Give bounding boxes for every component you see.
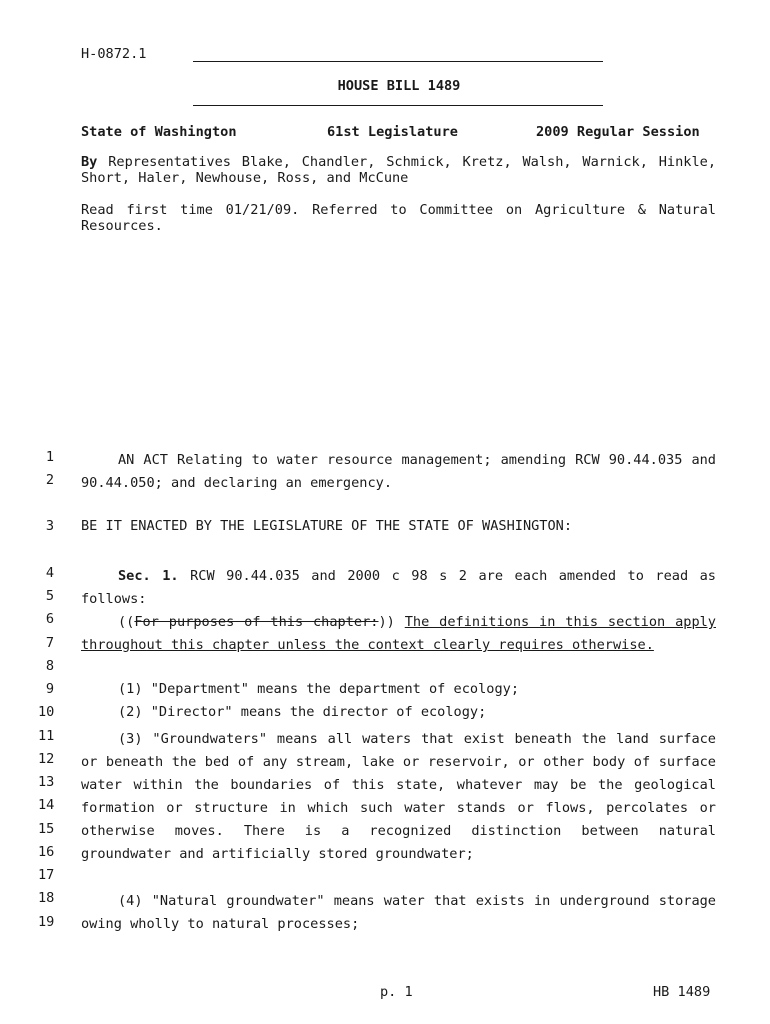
enacting-clause: BE IT ENACTED BY THE LEGISLATURE OF THE STATE OF WASHINGTON: — [81, 518, 573, 534]
line-number: 1 — [45, 449, 54, 465]
line-number: 5 — [45, 588, 54, 604]
footer-bill-ref: HB 1489 — [653, 984, 711, 1000]
line-number: 8 — [45, 658, 54, 674]
sponsors: Representatives Blake, Chandler, Schmick, Kretz, Walsh, Warnick, Hinkle, Short, Haler, Newhouse, Ross, and McCune — [81, 154, 717, 186]
definition-1: (1) "Department" means the department of ecology; — [118, 681, 520, 697]
line-number: 16 — [38, 844, 55, 860]
sponsors-block — [81, 154, 716, 186]
section-label: Sec. 1. — [118, 568, 179, 584]
line-number: 11 — [38, 728, 55, 744]
page-number: p. 1 — [380, 984, 413, 1000]
section-1-heading — [81, 565, 716, 611]
legislature: 61st Legislature — [327, 124, 458, 140]
line-number: 19 — [38, 914, 55, 930]
line-number: 7 — [45, 635, 54, 651]
line-number: 10 — [38, 704, 55, 720]
definition-4: (4) "Natural groundwater" means water that exists in underground storage owing wholly to natural processes; — [81, 893, 716, 932]
line-number: 9 — [45, 681, 54, 697]
definition-2: (2) "Director" means the director of ecology; — [118, 704, 487, 720]
line-number: 15 — [38, 821, 55, 837]
line-number: 17 — [38, 867, 55, 883]
struck-text: For purposes of this chapter: — [134, 614, 379, 630]
line-number: 13 — [38, 774, 55, 790]
line-number: 4 — [45, 565, 54, 581]
section-text: RCW 90.44.035 and 2000 c 98 s 2 are each amended to read as follows: — [81, 568, 716, 607]
by-label: By — [81, 154, 98, 170]
act-title: AN ACT Relating to water resource management; amending RCW 90.44.035 and 90.44.050; and declaring an emergency. — [81, 452, 716, 491]
line-number: 3 — [45, 518, 54, 534]
definition-3: (3) "Groundwaters" means all waters that exist beneath the land surface or beneath the bed of any stream, lake or reservoir, or other body of surface water within the boundaries of this state, whatever may be the geological formation or structure in which such water stands or flows, percolates or otherwise moves. There is a recognized distinction between natural groundwater and artificially stored groundwater; — [81, 731, 716, 862]
first-reading: Read first time 01/21/09. Referred to Committee on Agriculture & Natural Resources. — [81, 202, 716, 234]
header-rule-top — [193, 61, 603, 62]
header-rule-bottom — [193, 105, 603, 106]
document-id: H-0872.1 — [81, 46, 147, 62]
amend-open: (( — [118, 614, 135, 630]
line-number: 18 — [38, 890, 55, 906]
amend-close: )) — [378, 614, 395, 630]
line-number: 14 — [38, 797, 55, 813]
amendment-paragraph — [81, 611, 716, 657]
inserted-text: The definitions in this section apply throughout this chapter unless the context clearly requires otherwise. — [81, 614, 716, 653]
line-number: 12 — [38, 751, 55, 767]
bill-title: HOUSE BILL 1489 — [337, 78, 461, 94]
session: 2009 Regular Session — [536, 124, 700, 140]
line-number: 2 — [45, 472, 54, 488]
state-name: State of Washington — [81, 124, 237, 140]
line-number: 6 — [45, 611, 54, 627]
